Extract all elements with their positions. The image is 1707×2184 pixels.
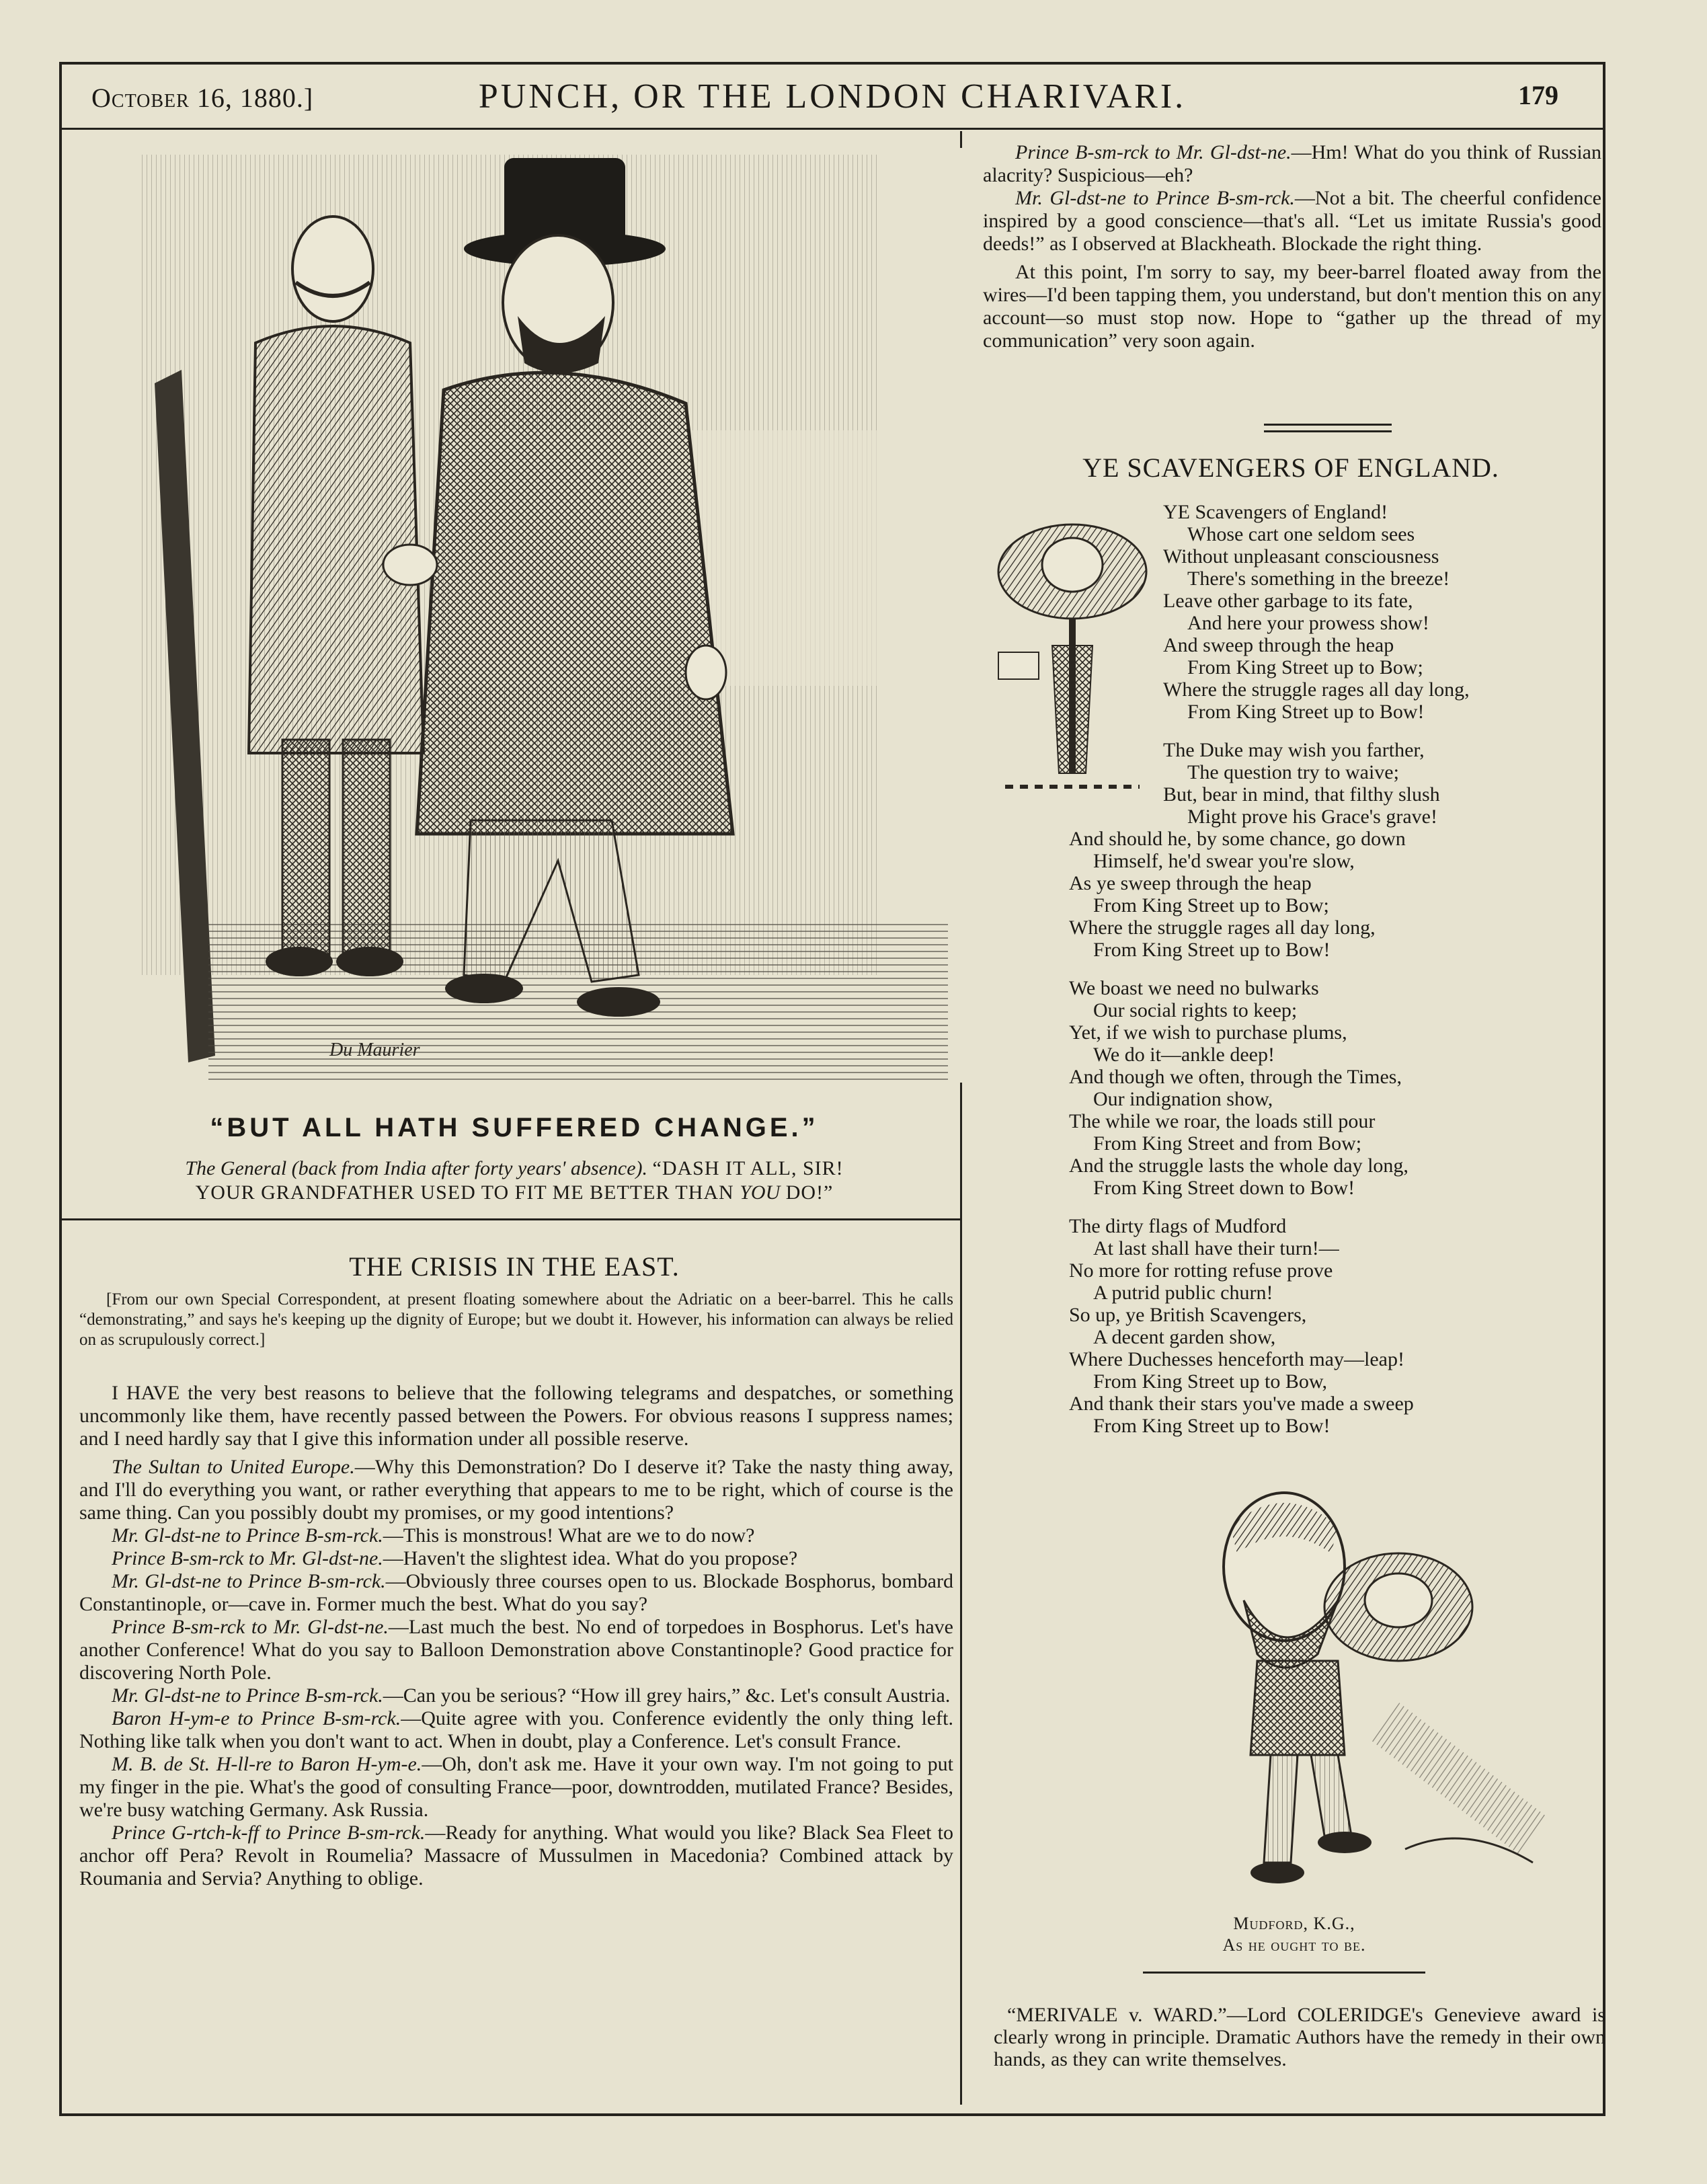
poem-line: From King Street up to Bow!: [1187, 701, 1425, 723]
poem-stanza: [1069, 977, 1620, 1199]
poem-line: And though we often, through the Times,: [1069, 1066, 1402, 1088]
poem-line: Might prove his Grace's grave!: [1187, 806, 1437, 828]
dialogue-speaker: Prince B-sm-rck to Mr. Gl-dst-ne.: [112, 1547, 383, 1569]
merivale-paragraph: “MERIVALE v. WARD.”—Lord COLERIDGE's Genevieve award is clearly wrong in principle. Dramatic Authors have the remedy in their own hands, as they can write themselves.: [994, 2004, 1605, 2070]
crisis-continued-dialogue: [983, 141, 1601, 256]
poem-line: We boast we need no bulwarks: [1069, 977, 1319, 999]
poem-line: YE Scavengers of England!: [1163, 501, 1388, 523]
dialogue-entry: [79, 1822, 953, 1890]
dialogue-text: —Last much the best. No end of torpedoes in Bosphorus. Let's have another Conference! What do you say to Balloon Demonstration above Constantinople? Good practice for discovering North Pole.: [79, 1616, 953, 1684]
poem-line: Without unpleasant consciousness: [1163, 545, 1439, 568]
caption-line2b: YOU: [740, 1181, 781, 1204]
poem-line: And here your prowess show!: [1187, 612, 1429, 634]
page-number: 179: [1518, 80, 1558, 110]
poem-line: From King Street up to Bow!: [1093, 939, 1331, 961]
poem-line: From King Street up to Bow!: [1093, 1415, 1331, 1437]
poem-line: We do it—ankle deep!: [1093, 1044, 1275, 1066]
poem-line: Whose cart one seldom sees: [1187, 523, 1415, 545]
poem-line: And the struggle lasts the whole day long,: [1069, 1155, 1408, 1177]
poem-line: From King Street down to Bow!: [1093, 1177, 1355, 1199]
poem-line: Where the struggle rages all day long,: [1069, 916, 1376, 939]
crisis-body: [79, 1382, 953, 1890]
poem-line: The question try to waive;: [1187, 761, 1399, 783]
dialogue-text: —Hm! What do you think of Russian alacrity? Suspicious—eh?: [983, 141, 1601, 186]
caption-line2a: YOUR GRANDFATHER USED TO FIT ME BETTER THAN: [195, 1181, 740, 1204]
crisis-title: THE CRISIS IN THE EAST.: [349, 1251, 680, 1282]
masthead-title: PUNCH, OR THE LONDON CHARIVARI.: [478, 77, 1187, 116]
dialogue-text: —Oh, don't ask me. Have it your own way. I'm not going to put my finger in the pie. What's the good of consulting France—poor, downtrodden, mutilated France? Besides, we're busy watching Germany. Ask Russia.: [79, 1753, 953, 1821]
dialogue-entry: [983, 141, 1601, 187]
poem-stanza: [1069, 501, 1620, 723]
dialogue-entry: [79, 1547, 953, 1570]
crisis-intro: I HAVE the very best reasons to believe that the following telegrams and despatches, or something uncommonly like them, have recently passed between the Powers. For obvious reasons I suppress names; and I need hardly say that I give this information under all possible reserve.: [79, 1382, 953, 1450]
poem-line: The while we roar, the loads still pour: [1069, 1110, 1376, 1132]
dialogue-entry: [79, 1684, 953, 1707]
mudford-caption: [982, 1913, 1607, 1956]
dialogue-text: —Obviously three courses open to us. Blockade Bosphorus, bombard Constantinople, or—cave in. Former much the best. What do you say?: [79, 1570, 953, 1615]
dialogue-speaker: Baron H-ym-e to Prince B-sm-rck.: [112, 1707, 401, 1729]
short-rule: [1264, 424, 1392, 426]
poem-line: And thank their stars you've made a sweep: [1069, 1393, 1414, 1415]
poem-line: Where the struggle rages all day long,: [1163, 678, 1470, 701]
page-header: [59, 67, 1605, 130]
dialogue-text: —Not a bit. The cheerful confidence inspired by a good conscience—that's all. “Let us imitate Russia's good deeds!” as I observed at Blackheath. Blockade the right thing.: [983, 187, 1601, 255]
dialogue-speaker: Mr. Gl-dst-ne to Prince B-sm-rck.: [1015, 187, 1295, 209]
dialogue-text: —Can you be serious? “How ill grey hairs,” &c. Let's consult Austria.: [383, 1684, 951, 1707]
mudford-caption-line2: As he ought to be.: [1222, 1935, 1366, 1955]
poem-line: As ye sweep through the heap: [1069, 872, 1312, 894]
crisis-dialogue: [79, 1456, 953, 1890]
mudford-caption-line1: Mudford, K.G.,: [1233, 1914, 1355, 1933]
dialogue-text: —Quite agree with you. Conference evidently the only thing left. Nothing like talk when you don't want to act. When in doubt, play a Conference. Let's consult France.: [79, 1707, 953, 1752]
dialogue-speaker: Mr. Gl-dst-ne to Prince B-sm-rck.: [112, 1684, 383, 1707]
poem-line: Himself, he'd swear you're slow,: [1093, 850, 1355, 872]
dialogue-entry: [79, 1753, 953, 1822]
dialogue-speaker: Prince B-sm-rck to Mr. Gl-dst-ne.: [112, 1616, 389, 1638]
poem-line: A putrid public churn!: [1093, 1282, 1273, 1304]
dialogue-entry: [79, 1616, 953, 1684]
poem-line: From King Street and from Bow;: [1093, 1132, 1362, 1155]
crisis-continued: [983, 141, 1601, 352]
poem-stanza: [1069, 1215, 1620, 1437]
dialogue-text: —Why this Demonstration? Do I deserve it? Take the nasty thing away, and I'll do everything you want, or rather everything that appears to me to be right, which of course is the same thing. Can you possibly doubt my promises, or my good intentions?: [79, 1456, 954, 1524]
poem-line: But, bear in mind, that filthy slush: [1163, 783, 1440, 806]
poem-line: Where Duchesses henceforth may—leap!: [1069, 1348, 1404, 1370]
poem-stanza: [1069, 739, 1620, 961]
dialogue-entry: [983, 187, 1601, 256]
artist-signature: Du Maurier: [329, 1040, 420, 1060]
short-rule: [1143, 1972, 1425, 1974]
cartoon-illustration: [128, 148, 968, 1083]
caption-speaker: The General (back from India after forty years' absence).: [185, 1157, 648, 1179]
poem-line: Our social rights to keep;: [1093, 999, 1298, 1021]
poem-line: The dirty flags of Mudford: [1069, 1215, 1287, 1237]
dialogue-speaker: Mr. Gl-dst-ne to Prince B-sm-rck.: [112, 1570, 386, 1592]
dialogue-entry: [79, 1524, 953, 1547]
issue-date: October 16, 1880.]: [91, 83, 314, 113]
short-rule: [1264, 430, 1392, 432]
poem-line: From King Street up to Bow;: [1187, 656, 1423, 678]
poem-line: There's something in the breeze!: [1187, 568, 1450, 590]
poem-line: So up, ye British Scavengers,: [1069, 1304, 1307, 1326]
caption-line2c: DO!”: [780, 1181, 834, 1204]
cartoon-caption: [74, 1157, 955, 1205]
dialogue-entry: [79, 1707, 953, 1753]
dialogue-text: —Ready for anything. What would you like? Black Sea Fleet to anchor off Pera? Revolt in Roumelia? Massacre of Mussulmen in Macedonia? Combined attack by Roumania and Servia? Anything to oblige.: [79, 1822, 953, 1889]
section-rule: [62, 1218, 960, 1220]
dialogue-text: —This is monstrous! What are we to do now?: [383, 1524, 755, 1547]
poem-line: And should he, by some chance, go down: [1069, 828, 1406, 850]
dialogue-text: —Haven't the slightest idea. What do you propose?: [383, 1547, 798, 1569]
poem-line: From King Street up to Bow,: [1093, 1370, 1328, 1393]
dialogue-speaker: Mr. Gl-dst-ne to Prince B-sm-rck.: [112, 1524, 383, 1547]
poem-line: The Duke may wish you farther,: [1163, 739, 1425, 761]
poem-line: No more for rotting refuse prove: [1069, 1259, 1333, 1282]
dialogue-entry: [79, 1456, 953, 1524]
dialogue-speaker: M. B. de St. H-ll-re to Baron H-ym-e.: [112, 1753, 422, 1775]
dialogue-speaker: The Sultan to United Europe.: [112, 1456, 355, 1478]
poem-body: [1069, 501, 1620, 1453]
caption-line1: “DASH IT ALL, SIR!: [652, 1157, 844, 1179]
dialogue-speaker: Prince B-sm-rck to Mr. Gl-dst-ne.: [1015, 141, 1292, 163]
poem-line: A decent garden show,: [1093, 1326, 1276, 1348]
dialogue-speaker: Prince G-rtch-k-ff to Prince B-sm-rck.: [112, 1822, 426, 1844]
poem-line: Leave other garbage to its fate,: [1163, 590, 1413, 612]
poem-line: Yet, if we wish to purchase plums,: [1069, 1021, 1347, 1044]
poem-title: YE SCAVENGERS OF ENGLAND.: [1082, 453, 1499, 483]
mudford-caricature-illustration: [1183, 1486, 1614, 1903]
poem-line: And sweep through the heap: [1163, 634, 1394, 656]
dialogue-entry: [79, 1570, 953, 1616]
crisis-closing: At this point, I'm sorry to say, my beer-barrel floated away from the wires—I'd been tapping them, you understand, but don't mention this on any account—so must stop now. Hope to “gather up the thread of my communication” very soon again.: [983, 261, 1601, 352]
cartoon-title: “BUT ALL HATH SUFFERED CHANGE.”: [210, 1113, 819, 1142]
poem-line: From King Street up to Bow;: [1093, 894, 1329, 916]
poem-line: Our indignation show,: [1093, 1088, 1273, 1110]
poem-line: At last shall have their turn!—: [1093, 1237, 1339, 1259]
crisis-note: [From our own Special Correspondent, at present floating somewhere about the Adriatic on a beer-barrel. This he calls “demonstrating,” and says he's keeping up the dignity of Europe; but we doubt it. However, his information can always be relied on as scrupulously correct.]: [79, 1290, 953, 1349]
